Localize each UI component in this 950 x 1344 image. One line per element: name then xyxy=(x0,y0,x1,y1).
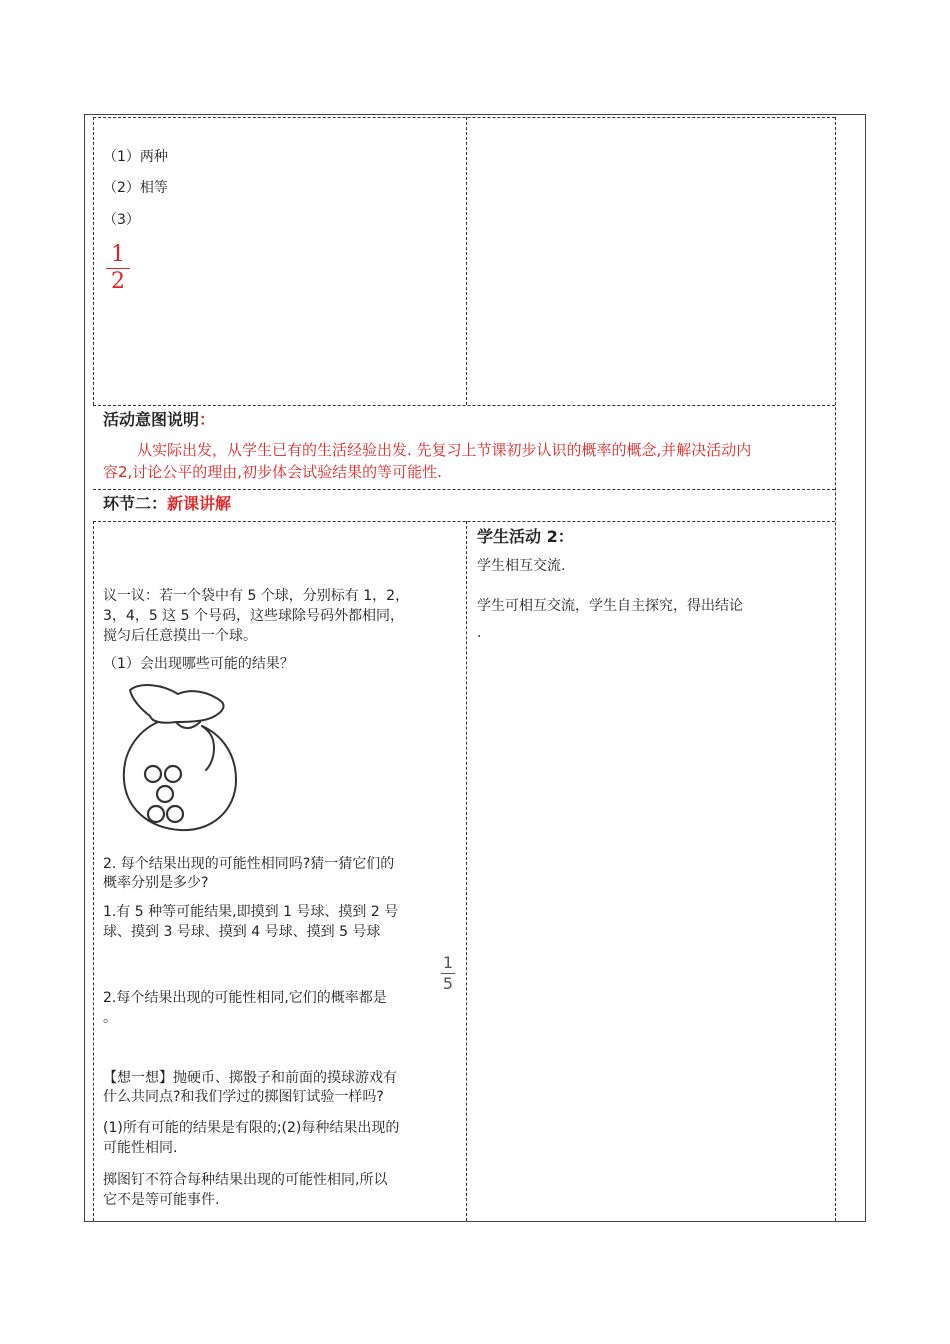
section-heading: 环节二：新课讲解 xyxy=(103,494,232,513)
fraction-numerator: 1 xyxy=(111,242,125,267)
think-answer-2-line-1: 掷图钉不符合每种结果出现的可能性相同,所以 xyxy=(103,1172,388,1188)
student-line-1: 学生相互交流. xyxy=(477,558,566,574)
question-1: （1）会出现哪些可能的结果？ xyxy=(103,656,294,672)
answer-a2: 2.每个结果出现的可能性相同,它们的概率都是 xyxy=(103,990,387,1006)
think-line-1: 【想一想】抛硬币、掷骰子和前面的摸球游戏有 xyxy=(103,1070,397,1086)
think-answer-1-line-1: (1)所有可能的结果是有限的;(2)每种结果出现的 xyxy=(103,1120,400,1136)
ball-5 xyxy=(167,806,183,822)
fraction-one-fifth xyxy=(441,955,455,992)
ball-3 xyxy=(157,786,173,802)
intent-body-line-2: 容2,讨论公平的理由,初步体会试验结果的等可能性. xyxy=(103,463,442,481)
question-2-line-2: 概率分别是多少? xyxy=(103,875,209,891)
ball-1 xyxy=(145,766,161,782)
student-activity-heading: 学生活动 2： xyxy=(477,527,574,546)
question-2-line-1: 2. 每个结果出现的可能性相同吗?猜一猜它们的 xyxy=(103,856,395,872)
column-divider xyxy=(466,117,467,405)
answer-3: （3） xyxy=(103,212,140,228)
fraction-one-half xyxy=(106,244,130,293)
intent-heading: 活动意图说明： xyxy=(103,410,216,429)
discuss-line-2: 3，4，5 这 5 个号码，这些球除号码外都相同， xyxy=(103,608,404,624)
row-divider xyxy=(93,489,835,490)
fraction-denominator: 5 xyxy=(442,974,454,993)
answer-a1-line-1: 1.有 5 种等可能结果,即摸到 1 号球、摸到 2 号 xyxy=(103,904,399,920)
think-answer-1-line-2: 可能性相同. xyxy=(103,1140,178,1156)
row-divider xyxy=(93,521,835,522)
bag-top-flap xyxy=(130,685,223,723)
student-line-3: . xyxy=(477,625,482,641)
table-right-rule xyxy=(835,117,836,1221)
ball-bag-illustration xyxy=(118,682,254,834)
fraction-denominator: 2 xyxy=(111,269,125,294)
answer-2: （2）相等 xyxy=(103,180,168,196)
row-divider xyxy=(93,405,835,406)
cell-left-rule xyxy=(93,117,94,405)
ball-2 xyxy=(165,766,181,782)
column-divider xyxy=(466,521,467,1221)
fraction-numerator: 1 xyxy=(442,953,454,972)
student-line-2: 学生可相互交流，学生自主探究，得出结论 xyxy=(477,598,743,614)
answer-a2-end: 。 xyxy=(103,1010,117,1026)
think-line-2: 什么共同点?和我们学过的掷图钉试验一样吗? xyxy=(103,1089,384,1105)
intent-body-line-1: 从实际出发，从学生已有的生活经验出发. 先复习上节课初步认识的概率的概念,并解决活动内 xyxy=(137,441,752,459)
think-answer-2-line-2: 它不是等可能事件. xyxy=(103,1192,220,1208)
cell-left-rule xyxy=(93,521,94,1221)
answer-a1-line-2: 球、摸到 3 号球、摸到 4 号球、摸到 5 号球 xyxy=(103,924,381,940)
discuss-line-3: 搅匀后任意摸出一个球。 xyxy=(103,628,257,644)
answer-1: （1）两种 xyxy=(103,149,168,165)
discuss-line-1: 议一议：若一个袋中有 5 个球，分别标有 1，2， xyxy=(103,588,410,604)
ball-4 xyxy=(148,806,164,822)
table-top-rule xyxy=(93,117,835,118)
